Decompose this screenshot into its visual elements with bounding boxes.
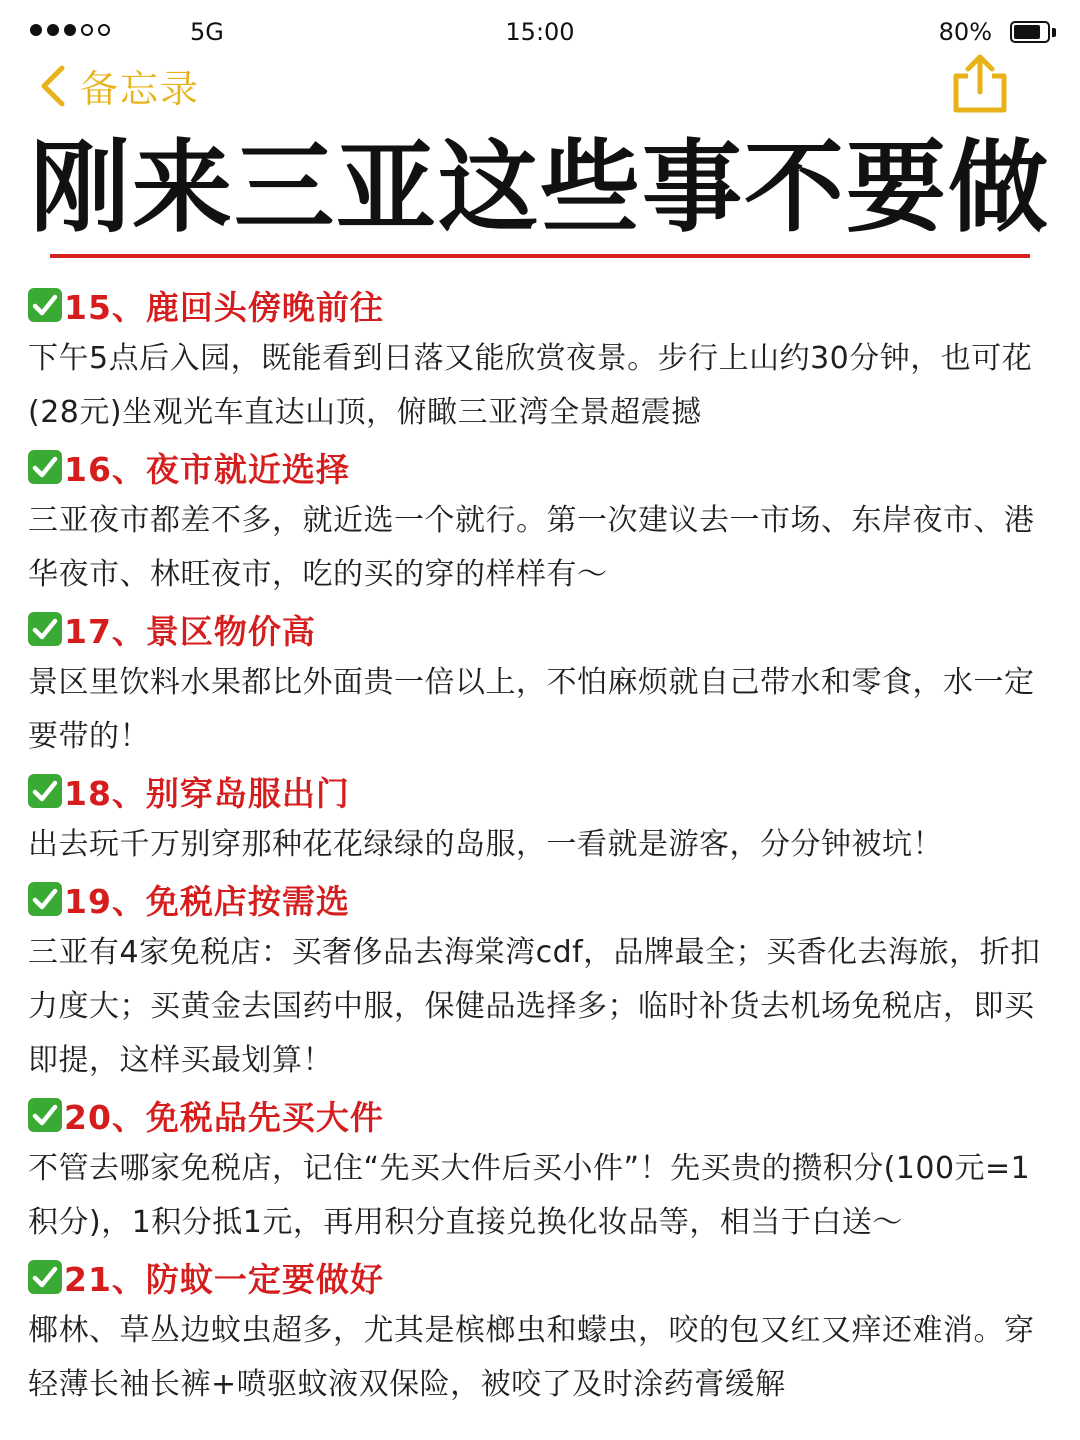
tip-heading: 19、免税店按需选 <box>64 881 350 921</box>
tip-section <box>28 278 1052 440</box>
share-icon <box>952 99 1008 118</box>
status-bar <box>0 14 1080 52</box>
note-content <box>28 278 1052 1412</box>
tip-heading: 16、夜市就近选择 <box>64 449 350 489</box>
check-mark-icon <box>28 882 62 916</box>
tip-body: 三亚夜市都差不多，就近选一个就行。第一次建议去一市场、东岸夜市、港华夜市、林旺夜市，吃的买的穿的样样有～ <box>28 503 1035 592</box>
tip-section <box>28 1088 1052 1250</box>
tip-heading-row <box>28 1250 1052 1304</box>
back-label: 备忘录 <box>80 67 201 111</box>
tip-body: 三亚有4家免税店：买奢侈品去海棠湾cdf，品牌最全；买香化去海旅，折扣力度大；买黄金去国药中服，保健品选择多；临时补货去机场免税店，即买即提，这样买最划算！ <box>28 935 1041 1078</box>
tip-body: 椰林、草丛边蚊虫超多，尤其是槟榔虫和蠓虫，咬的包又红又痒还难消。穿轻薄长袖长裤+喷驱蚊液双保险，被咬了及时涂药膏缓解 <box>28 1313 1035 1402</box>
network-type: 5G <box>190 18 224 46</box>
tip-section <box>28 1250 1052 1412</box>
check-mark-icon <box>28 1098 62 1132</box>
tip-heading: 15、鹿回头傍晚前往 <box>64 287 384 327</box>
share-button[interactable] <box>952 52 1008 118</box>
tip-section <box>28 602 1052 764</box>
check-mark-icon <box>28 774 62 808</box>
tip-body: 下午5点后入园，既能看到日落又能欣赏夜景。步行上山约30分钟，也可花(28元)坐观光车直达山顶，俯瞰三亚湾全景超震撼 <box>28 341 1033 430</box>
page-title: 刚来三亚这些事不要做 <box>30 129 1050 246</box>
tip-heading-row <box>28 764 1052 818</box>
tip-heading: 20、免税品先买大件 <box>64 1097 384 1137</box>
back-button[interactable] <box>38 58 200 113</box>
status-time: 15:00 <box>505 18 575 46</box>
tip-heading-row <box>28 1088 1052 1142</box>
battery-percent: 80% <box>938 18 992 46</box>
tip-heading-row <box>28 872 1052 926</box>
title-divider <box>50 254 1030 258</box>
check-mark-icon <box>28 1260 62 1294</box>
tip-body: 景区里饮料水果都比外面贵一倍以上，不怕麻烦就自己带水和零食，水一定要带的！ <box>28 665 1035 754</box>
check-mark-icon <box>28 612 62 646</box>
tip-heading-row <box>28 278 1052 332</box>
tip-section <box>28 872 1052 1088</box>
tip-body: 出去玩千万别穿那种花花绿绿的岛服，一看就是游客，分分钟被坑！ <box>28 827 943 862</box>
tip-section <box>28 440 1052 602</box>
tip-section <box>28 764 1052 872</box>
tip-heading: 18、别穿岛服出门 <box>64 773 350 813</box>
tip-body: 不管去哪家免税店，记住“先买大件后买小件”！先买贵的攒积分(100元=1积分)，1积分抵1元，再用积分直接兑换化妆品等，相当于白送～ <box>28 1151 1031 1240</box>
battery-icon <box>1010 21 1050 43</box>
tip-heading-row <box>28 602 1052 656</box>
chevron-left-icon <box>38 64 66 108</box>
tip-heading: 21、防蚊一定要做好 <box>64 1259 384 1299</box>
battery-cap <box>1052 28 1056 37</box>
check-mark-icon <box>28 288 62 322</box>
tip-heading-row <box>28 440 1052 494</box>
check-mark-icon <box>28 450 62 484</box>
tip-heading: 17、景区物价高 <box>64 611 316 651</box>
